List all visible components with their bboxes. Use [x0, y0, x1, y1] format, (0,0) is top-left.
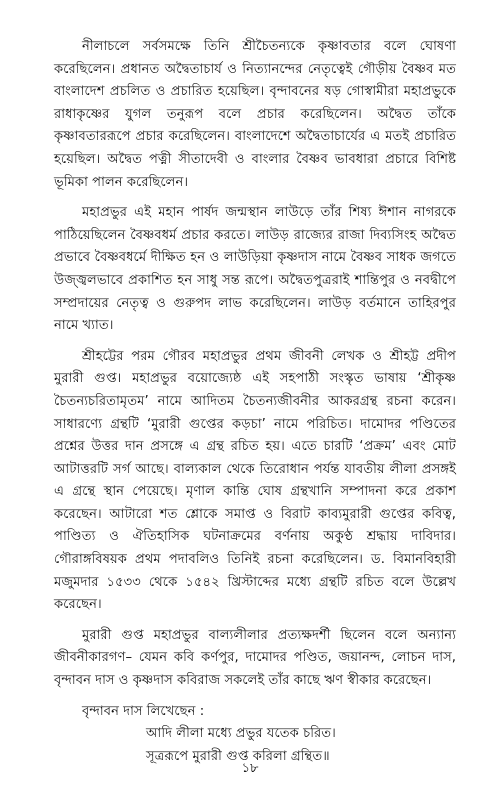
verse-line: সূত্ররূপে মুরারী গুপ্ত করিলা গ্রন্থিত॥ — [146, 748, 330, 764]
paragraph-murari-gupta: শ্রীহট্টের পরম গৌরব মহাপ্রভুর প্রথম জীবনী লেখক ও শ্রীহট্ট প্রদীপ মুরারী গুপ্ত। মহাপ্রভুর বয়োজ্যেষ্ঠ এই সহপাঠী সংস্কৃত ভাষায় ‘শ্রীকৃষ্ণ চৈতন্যচরিতামৃতম’ নামে আদিতম চৈতন্যজীবনীর আকরগ্রন্থ রচনা করেন। সাধারণ্যে গ্রন্থটি ‘মুরারী গুপ্তের কড়চা’ নামে পরিচিত। দামোদর পণ্ডিতের প্রশ্নের উত্তর দান প্রসঙ্গে এ গ্রন্থ রচিত হয়। এতে চারটি ‘প্রক্রম’ এবং মোট আটাত্তরটি সর্গ আছে। বাল্যকাল থেকে তিরোধান পর্যন্ত যাবতীয় লীলা প্রসঙ্গই এ গ্রন্থে স্থান পেয়েছে। মৃণাল কান্তি ঘোষ গ্রন্থখানি সম্পাদনা করে প্রকাশ করেছেন। আটারো শত শ্লোকে সমাপ্ত ও বিরাট কাব্যমুরারী গুপ্তের কবিত্ব, পাণ্ডিত্য ও ঐতিহাসিক ঘটনাক্রমের বর্ণনায় অকুণ্ঠ শ্রদ্ধায় দাবিদার। গৌরাঙ্গবিষয়ক প্রথম পদাবলিও তিনিই রচনা করেছিলেন। ড. বিমানবিহারী মজুমদার ১৫৩৩ থেকে ১৫৪২ খ্রিস্টাব্দের মধ্যে গ্রন্থটি রচিত বলে উল্লেখ করেছেন। — [54, 348, 456, 613]
page-number: ১৮ — [241, 761, 259, 776]
verse-line: আদি লীলা মধ্যে প্রভুর যতেক চরিত। — [146, 726, 336, 742]
paragraph-laur-mission: মহাপ্রভুর এই মহান পার্ষদ জন্মস্থান লাউড়ে তাঁর শিষ্য ঈশান নাগরকে পাঠিয়েছিলেন বৈষ্ণবধর্ম প্রচার করতে। লাউড় রাজ্যের রাজা দিব্যসিংহ অদ্বৈত প্রভাবে বৈষ্ণবধর্মে দীক্ষিত হন ও লাউড়িয়া কৃষ্ণদাস নামে বৈষ্ণব সাধক জগতে উজ্জ্বলভাবে প্রকাশিত হন সাধু সন্ত রূপে। অদ্বৈতপুত্ররাই শান্তিপুর ও নবদ্বীপে সম্প্রদায়ের নেতৃত্ব ও গুরুপদ লাভ করেছিলেন। লাউড় বর্তমানে তাহিরপুর নামে খ্যাত। — [54, 205, 456, 334]
paragraph-biographers: মুরারী গুপ্ত মহাপ্রভুর বাল্যলীলার প্রত্যক্ষদর্শী ছিলেন বলে অন্যান্য জীবনীকারগণ– যেমন কবি কর্ণপুর, দামোদর পণ্ডিত, জয়ানন্দ, লোচন দাস, বৃন্দাবন দাস ও কৃষ্ণদাস কবিরাজ সকলেই তাঁর কাছে ঋণ স্বীকার করেছেন। — [54, 627, 456, 689]
quote-intro: বৃন্দাবন দাস লিখেছেন : — [82, 703, 205, 719]
paragraph-advaita-preaching: নীলাচলে সর্বসমক্ষে তিনি শ্রীচৈতন্যকে কৃষ্ণাবতার বলে ঘোষণা করেছিলেন। প্রধানত অদ্বৈতাচার্য ও নিত্যানন্দের নেতৃত্বেই গৌড়ীয় বৈষ্ণব মত বাংলাদেশ প্রচলিত ও প্রচারিত হয়েছিল। বৃন্দাবনের ষড় গোস্বামীরা মহাপ্রভুকে রাধাকৃষ্ণের যুগল তনুরূপ বলে প্রচার করেছিলেন। অদ্বৈত তাঁকে কৃষ্ণাবতাররূপে প্রচার করেছিলেন। বাংলাদেশে অদ্বৈতাচার্যের এ মতই প্রচারিত হয়েছিল। অদ্বৈত পত্নী সীতাদেবী ও বাংলার বৈষ্ণব ভাবধারা প্রচারে বিশিষ্ট ভূমিকা পালন করেছিলেন। — [54, 39, 456, 190]
